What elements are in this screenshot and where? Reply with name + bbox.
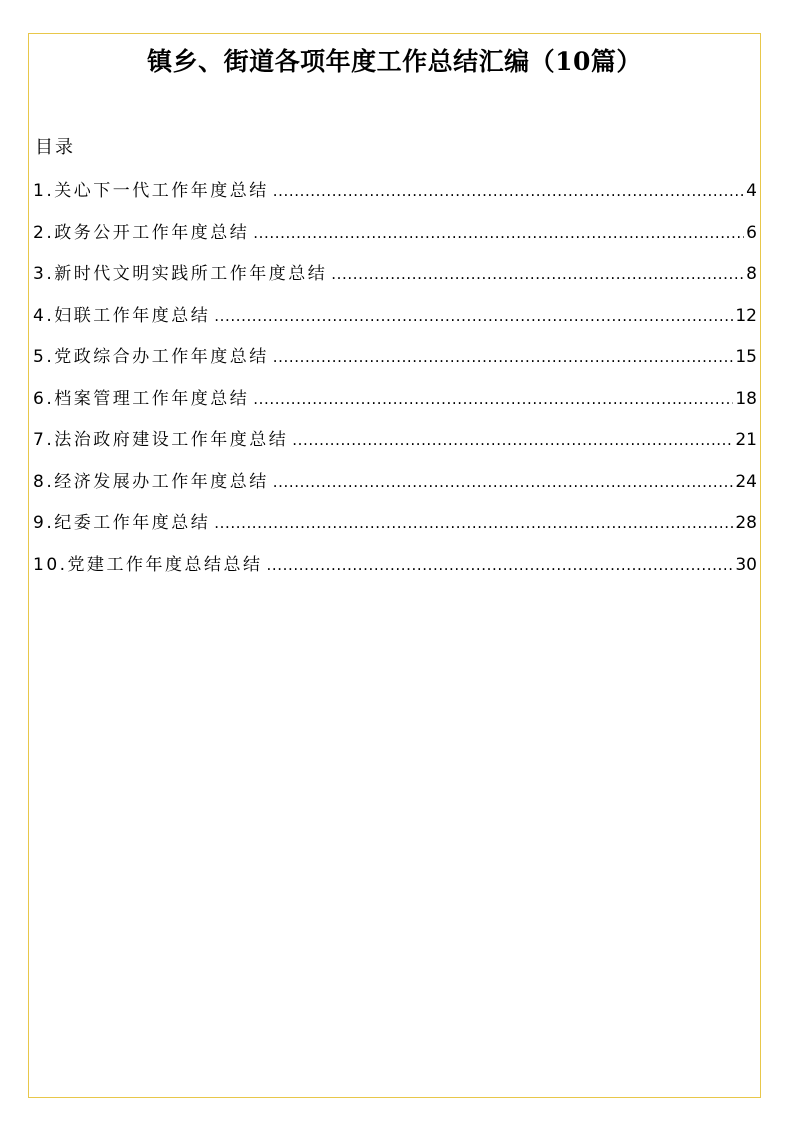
toc-page-number: 15	[735, 347, 757, 367]
toc-dot-leader	[273, 344, 734, 370]
toc-entry-title: 10.党建工作年度总结总结	[33, 554, 263, 575]
toc-entry[interactable]	[33, 344, 757, 386]
toc-entry-title: 8.经济发展办工作年度总结	[33, 471, 269, 492]
toc-dot-leader	[214, 510, 733, 536]
toc-dot-leader	[253, 386, 733, 412]
toc-entry-title: 4.妇联工作年度总结	[33, 305, 211, 326]
toc-dot-leader	[214, 303, 733, 329]
toc-entry-title: 7.法治政府建设工作年度总结	[33, 430, 289, 450]
toc-dot-leader	[331, 261, 744, 287]
toc-page-number: 18	[735, 388, 757, 409]
toc-dot-leader	[267, 552, 734, 578]
toc-dot-leader	[253, 220, 744, 246]
toc-entry[interactable]	[33, 261, 757, 303]
toc-page-number: 6	[746, 222, 757, 243]
toc-entry-title: 2.政务公开工作年度总结	[33, 222, 250, 243]
toc-entry[interactable]	[33, 510, 757, 552]
toc-entry-title: 3.新时代文明实践所工作年度总结	[33, 264, 328, 284]
toc-entry-title: 5.党政综合办工作年度总结	[33, 347, 269, 367]
toc-page-number: 4	[746, 181, 757, 201]
toc-heading: 目录	[35, 137, 75, 158]
toc-page-number: 21	[735, 430, 757, 450]
toc-entry[interactable]	[33, 386, 757, 428]
toc-page-number: 12	[735, 305, 757, 326]
document-title: 镇乡、街道各项年度工作总结汇编（10篇）	[147, 47, 642, 76]
toc-dot-leader	[292, 427, 733, 453]
toc-page-number: 24	[735, 471, 757, 492]
table-of-contents	[33, 178, 757, 593]
toc-entry[interactable]	[33, 427, 757, 469]
toc-entry-title: 9.纪委工作年度总结	[33, 513, 211, 533]
toc-dot-leader	[273, 178, 744, 204]
toc-entry[interactable]	[33, 552, 757, 594]
toc-entry[interactable]	[33, 220, 757, 262]
toc-page-number: 8	[746, 264, 757, 284]
toc-entry[interactable]	[33, 469, 757, 511]
toc-entry-title: 1.关心下一代工作年度总结	[33, 181, 269, 201]
toc-dot-leader	[273, 469, 734, 495]
toc-entry[interactable]	[33, 303, 757, 345]
toc-entry[interactable]	[33, 178, 757, 220]
toc-entry-title: 6.档案管理工作年度总结	[33, 388, 250, 409]
toc-page-number: 28	[735, 513, 757, 533]
toc-page-number: 30	[735, 554, 757, 575]
